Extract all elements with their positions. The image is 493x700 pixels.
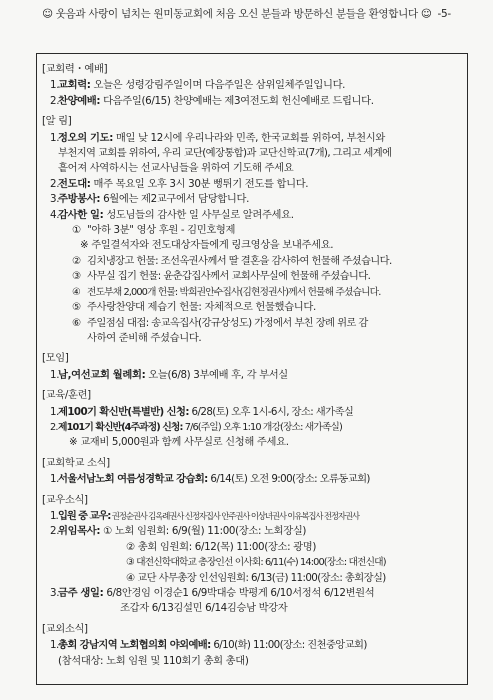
item-text: 6/28(토) 오후 1시-6시, 장소: 새가족실: [188, 405, 354, 418]
bulletin-content: [42, 62, 462, 674]
list-item: [42, 509, 462, 524]
item-text: 7/6(주일) 오후 1:10 개강(장소: 새가족실): [182, 421, 342, 433]
item-text: 매일 낮 12시에 우리나라와 민족, 한국교회를 위하여, 부천시와: [113, 131, 385, 144]
item-key: 찬양예배:: [58, 94, 101, 107]
item-number: 2.: [50, 94, 60, 107]
sub-marker: ①: [72, 224, 81, 237]
list-item: [42, 78, 462, 93]
sub-marker: ⑥: [72, 316, 81, 329]
item-number: 1.: [50, 405, 59, 418]
sub-text: 전도부채 2,000개 헌물: 박희권안수집사(김현정권사)께서 헌물해 주셨습니다.: [87, 286, 381, 298]
section-member-news: [42, 493, 462, 617]
item-number: 1.: [50, 131, 60, 144]
item-text: 6월에는 제2교구에서 담당합니다.: [100, 193, 250, 206]
list-item: [42, 192, 462, 207]
item-number: 2.: [50, 525, 60, 538]
item-number: 1.: [50, 473, 59, 486]
item-text: 6/14(토) 오전 9:00(장소: 오류동교회): [207, 473, 370, 486]
item-key: 금주 생일:: [58, 587, 104, 599]
section-education: [42, 388, 462, 451]
section-title: [교회력・예배]: [42, 63, 108, 75]
sub-item: [42, 254, 462, 269]
item-text: 권정순권사 김옥례권사 신정자집사 안주권사 이상녀권사 이유복집사 전정자권사: [110, 510, 359, 521]
sub-text: 주사랑찬양대 제습기 헌물: 자체적으로 헌물했습니다.: [87, 301, 316, 314]
list-item: [42, 420, 462, 435]
section-title: [교회학교 소식]: [42, 456, 110, 469]
item-key: 제100기 확신반(특별반) 신청:: [58, 405, 189, 418]
sub-item: [42, 316, 462, 331]
item-key: 교회력:: [58, 79, 91, 92]
item-key: 제101기 확신반(4주과정) 신청:: [58, 421, 183, 433]
note: ※ 교재비 5,000원과 함께 사무실로 신청해 주세요.: [69, 436, 289, 449]
sub-text: 주일점심 대접: 송교옥집사(강규상성도) 가정에서 부친 장례 위로 감: [87, 316, 368, 329]
item-key: 주방봉사:: [58, 193, 101, 206]
page-header: [0, 0, 493, 28]
section-meetings: [42, 351, 462, 383]
item-text: 매주 목요일 오후 3시 30분 뻥튀기 전도를 합니다.: [90, 177, 309, 190]
sub-text: 김치냉장고 헌물: 조선옥권사께서 딸 결혼을 감사하여 헌물해 주셨습니다.: [87, 254, 392, 267]
item-key: 남,여선교회 월례회:: [58, 368, 146, 381]
item-key: 총회 강남지역 노회협의회 야외예배:: [58, 639, 211, 652]
sub-text: "아하 3분" 영상 후원 - 김민호형제: [87, 224, 236, 237]
item-number: 3.: [50, 193, 60, 206]
item-number: 4.: [50, 208, 60, 221]
section-worship: [42, 62, 462, 109]
item-number: 2.: [50, 421, 58, 433]
list-item: [42, 472, 462, 487]
item-continuation: 부천지역 교회를 위하여, 우리 교단(예장통합)과 교단신학교(7개), 그리고 세계에: [58, 147, 392, 160]
sub-marker: ②: [72, 254, 81, 267]
item-number: 3.: [50, 587, 60, 599]
item-key: 전도대:: [58, 177, 91, 190]
page-number: -5-: [437, 8, 451, 20]
list-item: [42, 208, 462, 223]
section-title: [교외소식]: [42, 622, 88, 635]
list-item: [42, 405, 462, 420]
item-text: 6/10(화) 11:00(장소: 진천중앙교회): [210, 639, 367, 652]
item-text: ① 노회 임원회: 6/9(월) 11:00(장소: 노회장실): [100, 525, 307, 538]
note: (참석대상: 노회 임원 및 110회기 총회 총대): [58, 654, 249, 667]
item-key: 서울서남노회 여름성경학교 강습회:: [58, 473, 208, 486]
list-item: [42, 94, 462, 109]
sub-text: 사무실 집기 헌물: 윤춘갑집사께서 교회사무실에 헌물해 주셨습니다.: [87, 270, 371, 283]
section-title: [알 림]: [42, 115, 72, 128]
schedule-line: ② 총회 임원회: 6/12(목) 11:00(장소: 광명): [126, 540, 317, 553]
item-key: 감사한 일:: [58, 208, 104, 221]
sub-marker: ⑤: [72, 301, 81, 314]
list-item: [42, 131, 462, 146]
item-text: 6/8안경임 이경순1 6/9박대승 박평게 6/10서정석 6/12변원석: [103, 587, 375, 599]
item-continuation: 조갑자 6/13김설민 6/14김승남 박강자: [120, 602, 288, 615]
item-key: 입원 중 교우:: [58, 509, 111, 522]
section-church-school: [42, 456, 462, 488]
item-number: 1.: [50, 79, 60, 92]
note: ※ 주일결석자와 전도대상자들에게 링크영상을 보내주세요.: [80, 239, 334, 252]
section-external-news: [42, 622, 462, 669]
item-text: 오늘(6/8) 3부예배 후, 각 부서실: [145, 368, 288, 381]
section-title: [교육/훈련]: [42, 389, 91, 402]
schedule-line: ④ 교단 사무총장 인선임원회: 6/13(금) 11:00(장소: 총회장실): [126, 571, 386, 584]
sub-item: [42, 300, 462, 315]
item-text: 오늘은 성령강림주일이며 다음주일은 삼위일체주일입니다.: [90, 79, 346, 92]
section-title: [모임]: [42, 352, 69, 365]
item-text: 다음주일(6/15) 찬양예배는 제3여전도회 헌신예배로 드립니다.: [100, 94, 374, 107]
sub-item: [42, 269, 462, 284]
item-number: 1.: [50, 509, 58, 522]
list-item: [42, 524, 462, 539]
schedule-line: ③ 대전신학대학교 총장인선 이사회: 6/11(수) 14:00(장소: 대전신대): [126, 557, 386, 569]
item-key: 정오의 기도:: [58, 131, 113, 144]
sub-item: [42, 285, 462, 300]
section-title: [교우소식]: [42, 493, 88, 506]
item-number: 1.: [50, 639, 59, 652]
item-text: 성도님들의 감사한 일 사무실로 알려주세요.: [103, 208, 294, 221]
list-item: [42, 177, 462, 192]
sub-marker: ③: [72, 270, 81, 283]
item-number: 1.: [50, 368, 60, 381]
list-item: [42, 368, 462, 383]
item-key: 위임목사:: [58, 525, 101, 538]
sub-item: [42, 223, 462, 238]
list-item: [42, 638, 462, 653]
header-welcome-text: ☺ 웃음과 사랑이 넘치는 원미동교회에 처음 오신 분들과 방문하신 분들을 환영합니다 ☺: [42, 8, 432, 20]
sub-marker: ④: [72, 286, 80, 298]
item-number: 2.: [50, 177, 60, 190]
item-continuation: 흩어져 사역하시는 선교사님들을 위하여 기도해 주세요: [58, 162, 294, 175]
section-announcements: [42, 114, 462, 346]
sub-continuation: 사하여 준비해 주셨습니다.: [87, 331, 202, 344]
list-item: [42, 586, 462, 601]
